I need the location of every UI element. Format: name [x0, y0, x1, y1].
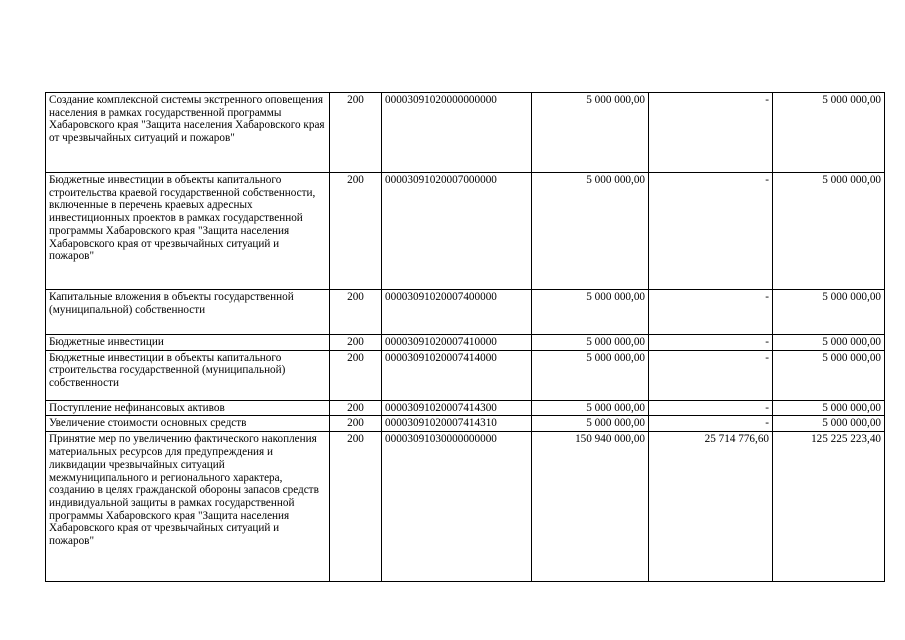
row-executed: - — [649, 335, 773, 351]
row-remaining: 5 000 000,00 — [773, 350, 885, 400]
row-code: 200 — [330, 335, 382, 351]
row-name: Поступление нефинансовых активов — [46, 400, 330, 416]
row-approved: 5 000 000,00 — [532, 290, 649, 335]
row-code: 200 — [330, 400, 382, 416]
table-row — [46, 93, 885, 173]
row-remaining: 5 000 000,00 — [773, 400, 885, 416]
table-row — [46, 432, 885, 582]
row-name: Бюджетные инвестиции в объекты капитального строительства государственной (муниципальной) собственности — [46, 350, 330, 400]
row-code: 200 — [330, 93, 382, 173]
budget-table-body — [46, 93, 885, 582]
table-row — [46, 416, 885, 432]
row-executed: - — [649, 173, 773, 290]
row-executed: 25 714 776,60 — [649, 432, 773, 582]
row-classification: 00003091020007400000 — [382, 290, 532, 335]
row-classification: 00003091020007414300 — [382, 400, 532, 416]
row-approved: 5 000 000,00 — [532, 416, 649, 432]
row-remaining: 5 000 000,00 — [773, 335, 885, 351]
row-name: Увеличение стоимости основных средств — [46, 416, 330, 432]
row-remaining: 5 000 000,00 — [773, 93, 885, 173]
row-code: 200 — [330, 173, 382, 290]
row-name: Капитальные вложения в объекты государственной (муниципальной) собственности — [46, 290, 330, 335]
row-classification: 00003091020000000000 — [382, 93, 532, 173]
row-approved: 5 000 000,00 — [532, 173, 649, 290]
row-remaining: 125 225 223,40 — [773, 432, 885, 582]
row-approved: 5 000 000,00 — [532, 335, 649, 351]
row-classification: 00003091020007000000 — [382, 173, 532, 290]
row-code: 200 — [330, 432, 382, 582]
row-executed: - — [649, 290, 773, 335]
row-classification: 00003091020007410000 — [382, 335, 532, 351]
row-name: Бюджетные инвестиции — [46, 335, 330, 351]
row-classification: 00003091030000000000 — [382, 432, 532, 582]
row-executed: - — [649, 93, 773, 173]
row-classification: 00003091020007414000 — [382, 350, 532, 400]
row-name: Бюджетные инвестиции в объекты капитального строительства краевой государственной собственности, включенные в перечень краевых адресных инвестиционных проектов в рамках государственной программы Хабаровского края "Защита населения Хабаровского края от чрезвычайных ситуаций и пожаров" — [46, 173, 330, 290]
row-approved: 150 940 000,00 — [532, 432, 649, 582]
row-executed: - — [649, 400, 773, 416]
budget-table — [45, 92, 885, 582]
row-approved: 5 000 000,00 — [532, 400, 649, 416]
table-row — [46, 290, 885, 335]
table-row — [46, 350, 885, 400]
row-approved: 5 000 000,00 — [532, 350, 649, 400]
row-code: 200 — [330, 416, 382, 432]
table-row — [46, 173, 885, 290]
row-executed: - — [649, 350, 773, 400]
row-classification: 00003091020007414310 — [382, 416, 532, 432]
row-code: 200 — [330, 290, 382, 335]
row-name: Принятие мер по увеличению фактического накопления материальных ресурсов для предупреждения и ликвидации чрезвычайных ситуаций межмуниципального и регионального характера, созданию в целях гражданской обороны запасов средств индивидуальной защиты в рамках государственной программы Хабаровского края "Защита населения Хабаровского края от чрезвычайных ситуаций и пожаров" — [46, 432, 330, 582]
row-approved: 5 000 000,00 — [532, 93, 649, 173]
table-row — [46, 335, 885, 351]
row-code: 200 — [330, 350, 382, 400]
row-name: Создание комплексной системы экстренного оповещения населения в рамках государственной программы Хабаровского края "Защита населения Хабаровского края от чрезвычайных ситуаций и пожаров" — [46, 93, 330, 173]
row-executed: - — [649, 416, 773, 432]
table-row — [46, 400, 885, 416]
row-remaining: 5 000 000,00 — [773, 290, 885, 335]
row-remaining: 5 000 000,00 — [773, 416, 885, 432]
row-remaining: 5 000 000,00 — [773, 173, 885, 290]
